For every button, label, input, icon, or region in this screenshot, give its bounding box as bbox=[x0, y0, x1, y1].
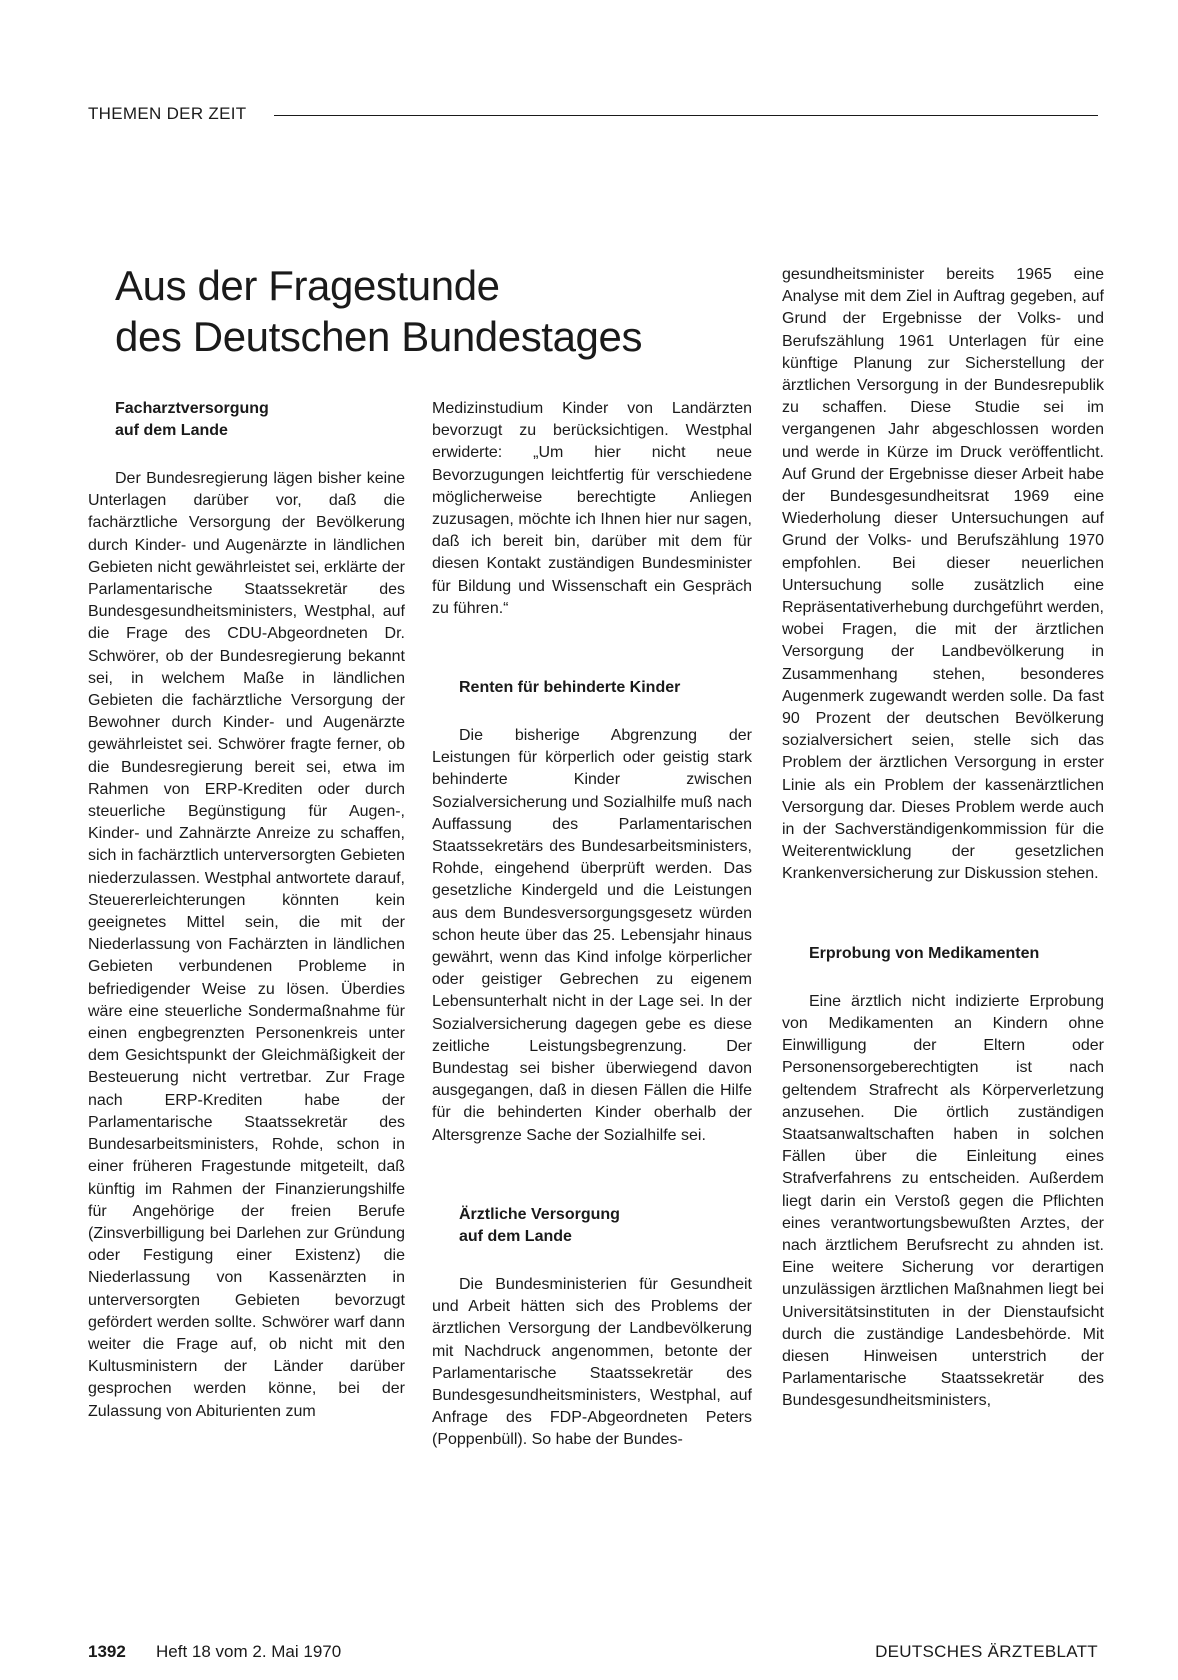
header-rule bbox=[274, 115, 1098, 116]
column-2 bbox=[432, 398, 752, 1452]
column-1 bbox=[88, 398, 405, 1423]
paragraph-facharztversorgung: Der Bundesregierung lägen bisher keine Unterlagen darüber vor, daß die fachärztliche Versorgung der Bevölkerung durch Kinder- und Augenärzte in ländlichen Gebieten nicht gewährleistet sei, erklärte der Parlamentarische Staatssekretär des Bundesgesundheitsministers, Westphal, auf die Frage des CDU-Abgeordneten Dr. Schwörer, ob der Bundesregierung bekannt sei, in welchem Maße in ländlichen Gebieten die fachärztliche Versorgung der Bewohner durch Kinder- und Augenärzte gewährleistet sei. Schwörer fragte ferner, ob die Bundesregierung bereit sei, etwa im Rahmen von ERP-Krediten oder durch steuerliche Begünstigung für Augen-, Kinder- und Zahnärzte Anreize zu schaffen, sich in fachärztlich unterversorgten Gebieten niederzulassen. Westphal antwortete darauf, Steuererleichterungen könnten kein geeignetes Mittel sein, die mit der Niederlassung von Fachärzten in ländlichen Gebieten verbundenen Probleme in befriedigender Weise zu lösen. Überdies wäre eine steuerliche Sondermaßnahme für einen engbegrenzten Personenkreis unter dem Gesichtspunkt der Gleichmäßigkeit der Besteuerung nicht vertretbar. Zur Frage nach ERP-Krediten habe der Parlamentarische Staatssekretär des Bundesarbeitsministers, Rohde, schon in einer früheren Fragestunde mitgeteilt, daß künftig im Rahmen der Finanzierungshilfe für Angehörige der freien Berufe (Zinsverbilligung bei Darlehen zur Gründung oder Festigung einer Existenz) die Niederlassung von Kassenärzten in unterversorgten Gebieten bevorzugt gefördert werden sollte. Schwörer warf dann weiter die Frage auf, ob nicht mit den Kultusministern der Länder darüber gesprochen werden könne, bei der Zulassung von Abiturienten zum bbox=[88, 470, 405, 1420]
section-heading-renten: Renten für behinderte Kinder bbox=[459, 679, 681, 697]
page-footer bbox=[88, 1642, 1098, 1666]
paragraph-facharztversorgung-continued: Medizinstudium Kinder von Landärzten bevorzugt zu berücksichtigen. Westphal erwiderte: „Um hier nicht neue Bevorzugungen leichtfertig für verschiedene möglicherweise berechtigte Anliegen zuzusagen, möchte ich Ihnen hier nur sagen, daß ich bereit bin, darüber mit dem für diesen Kontakt zuständigen Bundesminister für Bildung und Wissenschaft ein Gespräch zu führen.“ bbox=[432, 400, 752, 617]
paragraph-aerztliche-versorgung-continued: gesundheitsminister bereits 1965 eine Analyse mit dem Ziel in Auftrag gegeben, auf Grund der Ergebnisse der Volks- und Berufszählung 1961 Unterlagen für eine künftige Planung zur Sicherstellung der ärztlichen Versorgung in der Bundesrepublik zu schaffen. Diese Studie sei im vergangenen Jahr abgeschlossen worden und werde in Kürze im Druck veröffentlicht. Auf Grund der Ergebnisse dieser Arbeit habe der Bundesgesundheitsrat 1969 eine Wiederholung dieser Untersuchungen auf Grund der Volks- und Berufszählung 1970 empfohlen. Bei dieser neuerlichen Untersuchung solle zusätzlich eine Repräsentativerhebung durchgeführt werden, wobei Fragen, die mit der ärztlichen Versorgung der Landbevölkerung in Zusammenhang stehen, besonderes Augenmerk zugewandt werden solle. Da fast 90 Prozent der deutschen Bevölkerung sozialversichert seien, stelle sich das Problem der ärztlichen Versorgung in erster Linie als ein Problem der kassenärztlichen Versorgung dar. Dieses Problem werde auch in der Sachverständigenkommission für die Weiterentwicklung der gesetzlichen Krankenversicherung zur Diskussion stehen. bbox=[782, 266, 1104, 883]
section-label: THEMEN DER ZEIT bbox=[88, 104, 247, 123]
page-header bbox=[88, 104, 1098, 134]
issue-info: Heft 18 vom 2. Mai 1970 bbox=[156, 1642, 342, 1661]
journal-name: DEUTSCHES ÄRZTEBLATT bbox=[875, 1642, 1098, 1661]
section-heading-aerztliche-versorgung: Ärztliche Versorgung auf dem Lande bbox=[459, 1205, 620, 1245]
section-heading-facharztversorgung: Facharztversorgung auf dem Lande bbox=[115, 400, 269, 439]
article-title bbox=[115, 260, 715, 362]
title-line-2: des Deutschen Bundestages bbox=[115, 313, 643, 360]
column-3 bbox=[782, 264, 1104, 1413]
paragraph-renten: Die bisherige Abgrenzung der Leistungen für körperlich oder geistig stark behinderte Kinder zwischen Sozialversicherung und Sozialhilfe muß nach Auffassung des Parlamentarischen Staatssekretärs des Bundesarbeitsministers, Rohde, eingehend überprüft werden. Das gesetzliche Kindergeld und die Leistungen aus dem Bundesversorgungsgesetz würden schon heute über das 25. Lebensjahr hinaus gewährt, wenn das Kind infolge körperlicher oder geistiger Gebrechen zu eigenem Lebensunterhalt nicht in der Lage sei. In der Sozialversicherung dagegen gebe es diese zeitliche Leistungsbegrenzung. Der Bundestag sei bisher überwiegend davon ausgegangen, daß in diesen Fällen die Hilfe für die behinderten Kinder oberhalb der Altersgrenze Sache der Sozialhilfe sei. bbox=[432, 727, 752, 1144]
title-line-1: Aus der Fragestunde bbox=[115, 262, 500, 309]
page-number: 1392 bbox=[88, 1642, 126, 1661]
section-heading-erprobung: Erprobung von Medikamenten bbox=[809, 944, 1040, 962]
paragraph-erprobung: Eine ärztlich nicht indizierte Erprobung von Medikamenten an Kindern ohne Einwilligung der Eltern oder Personensorgeberechtigten ist nach geltendem Strafrecht als Körperverletzung anzusehen. Die örtlich zuständigen Staatsanwaltschaften haben in solchen Fällen über die Einleitung eines Strafverfahrens zu entscheiden. Außerdem liegt darin ein Verstoß gegen die Pflichten eines verantwortungsbewußten Arztes, der nach ärztlichem Berufsrecht zu ahnden ist. Eine weitere Sicherung vor derartigen unzulässigen ärztlichen Maßnahmen liegt bei Universitätsinstituten in der Dienstaufsicht durch die zuständige Landesbehörde. Mit diesen Hinweisen unterstrich der Parlamentarische Staatssekretär des Bundesgesundheitsministers, bbox=[782, 992, 1104, 1410]
paragraph-aerztliche-versorgung: Die Bundesministerien für Gesundheit und Arbeit hätten sich des Problems der ärztlichen Versorgung der Landbevölkerung mit Nachdruck angenommen, betonte der Parlamentarische Staatssekretär des Bundesgesundheitsministers, Westphal, auf Anfrage des FDP-Abgeordneten Peters (Poppenbüll). So habe der Bundes- bbox=[432, 1275, 752, 1449]
